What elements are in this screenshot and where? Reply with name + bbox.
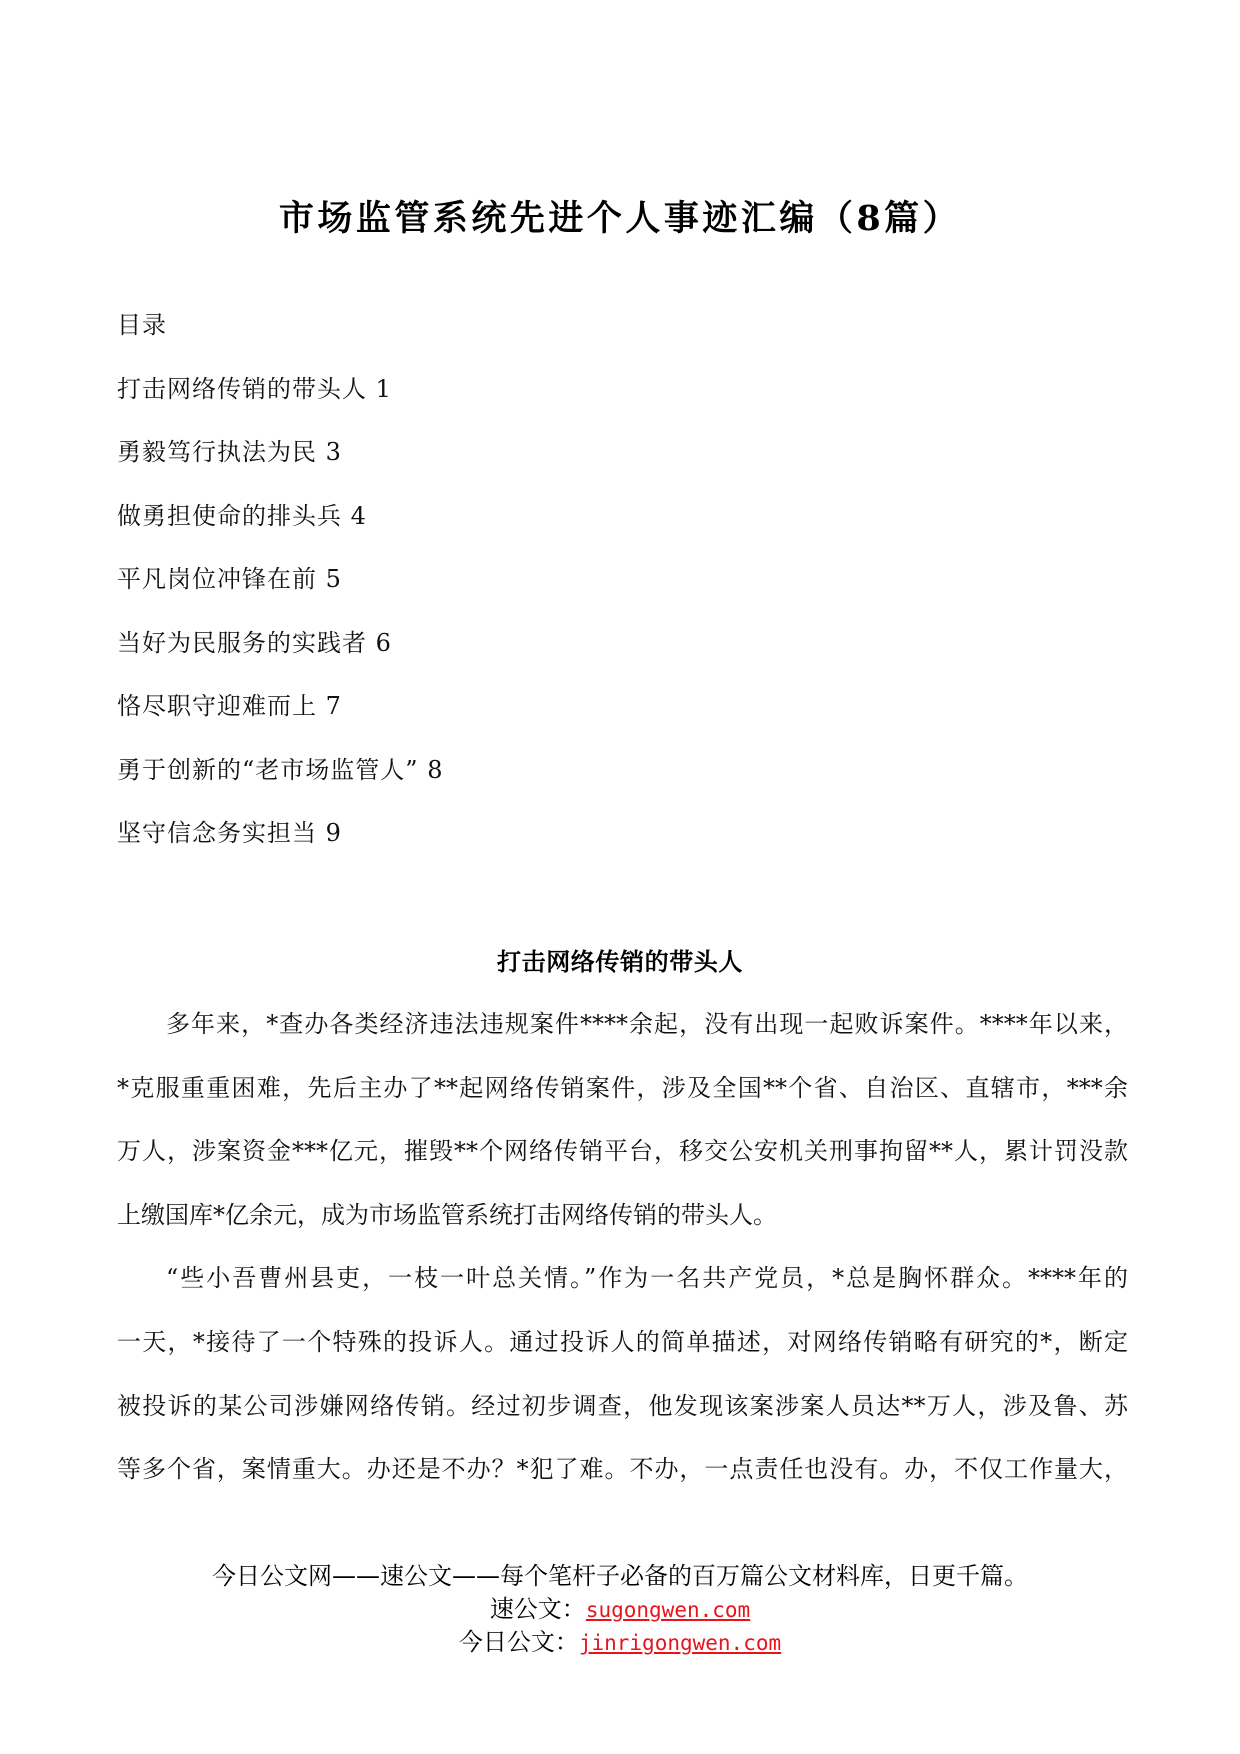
toc-item-page: 4 [350,501,367,530]
toc-item-title: 当好为民服务的实践者 [117,628,367,657]
toc-item [117,612,1128,676]
jinrigongwen-link[interactable]: jinrigongwen.com [578,1631,782,1655]
toc-heading: 目录 [117,311,167,339]
toc-item-title: 勇毅笃行执法为民 [117,438,317,466]
toc-item-page: 7 [325,692,342,720]
paragraph [117,1247,1128,1501]
toc-item [117,675,1128,739]
toc-item-page: 6 [375,628,392,657]
paragraph-line: 一天，*接待了一个特殊的投诉人。通过投诉人的简单描述，对网络传销略有研究的*，断定 [117,1327,1128,1356]
section-heading: 打击网络传销的带头人 [497,947,743,976]
toc-item-title: 做勇担使命的排头兵 [117,501,342,530]
page-title: 市场监管系统先进个人事迹汇编（8篇） [278,198,962,239]
table-of-contents [117,294,1128,866]
toc-item [117,485,1128,549]
paragraph-line: 多年来，*查办各类经济违法违规案件****余起，没有出现一起败诉案件。****年以来， [166,1010,1128,1038]
toc-item [117,739,1128,803]
toc-item [117,358,1128,422]
toc-item [117,548,1128,612]
toc-item-title: 勇于创新的“老市场监管人” [117,755,419,784]
toc-item-page: 3 [325,438,342,466]
page-footer [0,1560,1240,1659]
toc-item [117,421,1128,485]
footer-tagline: 今日公文网——速公文——每个笔杆子必备的百万篇公文材料库，日更千篇。 [212,1562,1028,1590]
toc-item-page: 5 [325,565,342,593]
toc-item-page: 8 [427,755,444,784]
footer-link-label: 今日公文： [458,1628,579,1656]
toc-item-title: 坚守信念务实担当 [117,819,317,847]
toc-item-page: 1 [375,374,392,403]
toc-item-title: 恪尽职守迎难而上 [117,692,317,720]
paragraph-line: *克服重重困难，先后主办了**起网络传销案件，涉及全国**个省、自治区、直辖市，***余 [117,1073,1128,1102]
paragraph-line: 上缴国库*亿余元，成为市场监管系统打击网络传销的带头人。 [117,1200,777,1229]
toc-item-title: 平凡岗位冲锋在前 [117,565,317,593]
toc-item [117,802,1128,866]
footer-link-row [0,1593,1240,1626]
footer-link-row [0,1626,1240,1659]
paragraph-line: “些小吾曹州县吏，一枝一叶总关情。”作为一名共产党员，*总是胸怀群众。****年的 [166,1264,1128,1293]
toc-item-title: 打击网络传销的带头人 [117,374,367,403]
paragraph-line: 被投诉的某公司涉嫌网络传销。经过初步调查，他发现该案涉案人员达**万人，涉及鲁、苏 [117,1391,1128,1420]
paragraph [117,993,1128,1247]
toc-item-page: 9 [325,819,342,847]
paragraph-line: 万人，涉案资金***亿元，摧毁**个网络传销平台，移交公安机关刑事拘留**人，累计罚没款 [117,1137,1128,1166]
article-body [117,993,1128,1502]
footer-link-label: 速公文： [489,1595,586,1623]
paragraph-line: 等多个省，案情重大。办还是不办？*犯了难。不办，一点责任也没有。办，不仅工作量大， [117,1455,1128,1484]
sugongwen-link[interactable]: sugongwen.com [585,1598,751,1622]
